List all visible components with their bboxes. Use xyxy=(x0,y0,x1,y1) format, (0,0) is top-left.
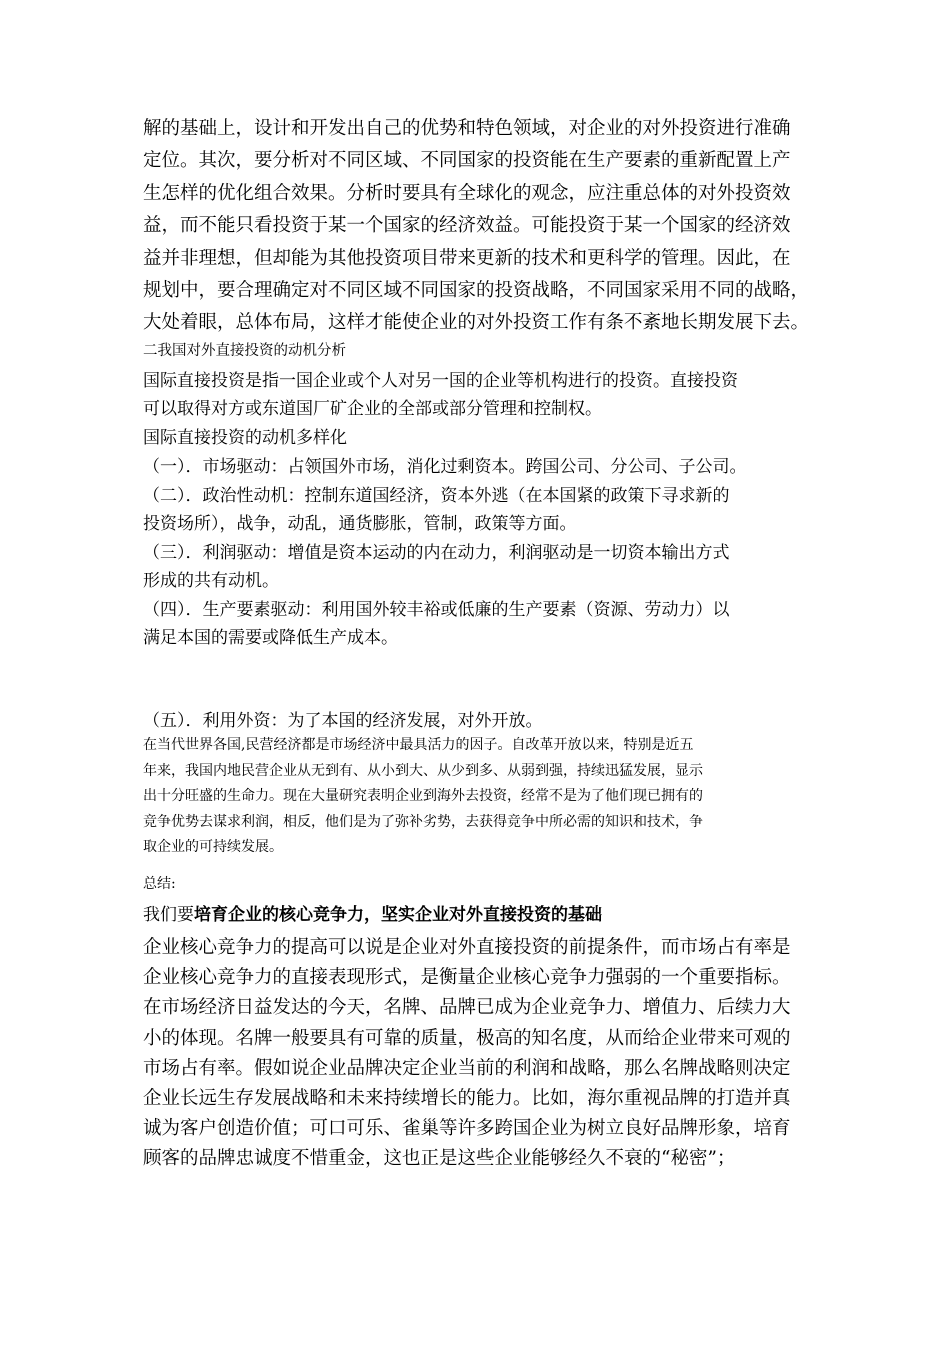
text-line: 企业长远生存发展战略和未来持续增长的能力。比如，海尔重视品牌的打造并真 xyxy=(143,1088,791,1110)
list-item: （二）．政治性动机：控制东道国经济，资本外逃（在本国紧的政策下寻求新的 xyxy=(143,485,730,506)
list-item: （一）．市场驱动：占领国外市场，消化过剩资本。跨国公司、分公司、子公司。 xyxy=(143,457,747,477)
text-line: 解的基础上，设计和开发出自己的优势和特色领域，对企业的对外投资进行准确 xyxy=(143,118,791,139)
text-line: 大处着眼，总体布局，这样才能使企业的对外投资工作有条不紊地长期发展下去。 xyxy=(143,312,810,334)
private-economy-paragraph xyxy=(143,733,823,861)
summary-heading xyxy=(143,902,823,928)
list-item: （四）．生产要素驱动：利用国外较丰裕或低廉的生产要素（资源、劳动力）以 xyxy=(143,599,730,620)
summary-heading-prefix: 我们要 xyxy=(143,905,194,925)
text-line: 在当代世界各国,民营经济都是市场经济中最具活力的因子。自改革开放以来，特别是近五 xyxy=(143,737,694,753)
text-line: 小的体现。名牌一般要具有可靠的质量，极高的知名度，从而给企业带来可观的 xyxy=(143,1027,791,1049)
text-line: 定位。其次，要分析对不同区域、不同国家的投资能在生产要素的重新配置上产 xyxy=(143,150,791,172)
text-line: 益并非理想，但却能为其他投资项目带来更新的技术和更科学的管理。因此，在 xyxy=(143,247,791,269)
text-line: 顾客的品牌忠诚度不惜重金，这也正是这些企业能够经久不衰的“秘密”； xyxy=(143,1148,736,1170)
list-item: （三）．利润驱动：增值是资本运动的内在动力，利润驱动是一切资本输出方式 xyxy=(143,542,730,563)
list-item: 形成的共有动机。 xyxy=(143,571,279,591)
list-item: 满足本国的需要或降低生产成本。 xyxy=(143,628,398,648)
summary-label: 总结: xyxy=(143,876,176,892)
text-line: 市场占有率。假如说企业品牌决定企业当前的利润和战略，那么名牌战略则决定 xyxy=(143,1057,791,1079)
motives-heading: 国际直接投资的动机多样化 xyxy=(143,428,347,448)
definition-paragraph xyxy=(143,367,823,423)
final-paragraph xyxy=(143,933,823,1175)
section-heading: 二我国对外直接投资的动机分析 xyxy=(143,343,346,359)
text-line: 取企业的可持续发展。 xyxy=(143,839,283,855)
text-line: 企业核心竞争力的直接表现形式，是衡量企业核心竞争力强弱的一个重要指标。 xyxy=(143,967,791,989)
motives-list xyxy=(143,453,823,653)
intro-paragraph xyxy=(143,113,823,340)
text-line: 竞争优势去谋求利润，相反，他们是为了弥补劣势，去获得竞争中所必需的知识和技术，争 xyxy=(143,813,703,830)
text-line: 益，而不能只看投资于某一个国家的经济效益。可能投资于某一个国家的经济效 xyxy=(143,215,791,237)
text-line: 生怎样的优化组合效果。分析时要具有全球化的观念，应注重总体的对外投资效 xyxy=(143,182,791,204)
summary-heading-bold: 培育企业的核心竞争力，坚实企业对外直接投资的基础 xyxy=(194,905,602,925)
text-line: 在市场经济日益发达的今天，名牌、品牌已成为企业竞争力、增值力、后续力大 xyxy=(143,997,791,1019)
text-line: 规划中，要合理确定对不同区域不同国家的投资战略，不同国家采用不同的战略， xyxy=(143,280,810,302)
text-line: 企业核心竞争力的提高可以说是企业对外直接投资的前提条件，而市场占有率是 xyxy=(143,937,791,958)
text-line: 可以取得对方或东道国厂矿企业的全部或部分管理和控制权。 xyxy=(143,399,602,419)
text-line: 年来，我国内地民营企业从无到有、从小到大、从少到多、从弱到强，持续迅猛发展，显示 xyxy=(143,762,703,779)
text-line: 出十分旺盛的生命力。现在大量研究表明企业到海外去投资，经常不是为了他们现已拥有的 xyxy=(143,788,703,804)
list-item: 投资场所），战争，动乱，通货膨胀，管制，政策等方面。 xyxy=(143,514,577,534)
motive-five: （五）．利用外资：为了本国的经济发展，对外开放。 xyxy=(143,711,543,731)
text-line: 诚为客户创造价值；可口可乐、雀巢等许多跨国企业为树立良好品牌形象，培育 xyxy=(143,1118,791,1140)
text-line: 国际直接投资是指一国企业或个人对另一国的企业等机构进行的投资。直接投资 xyxy=(143,371,738,391)
